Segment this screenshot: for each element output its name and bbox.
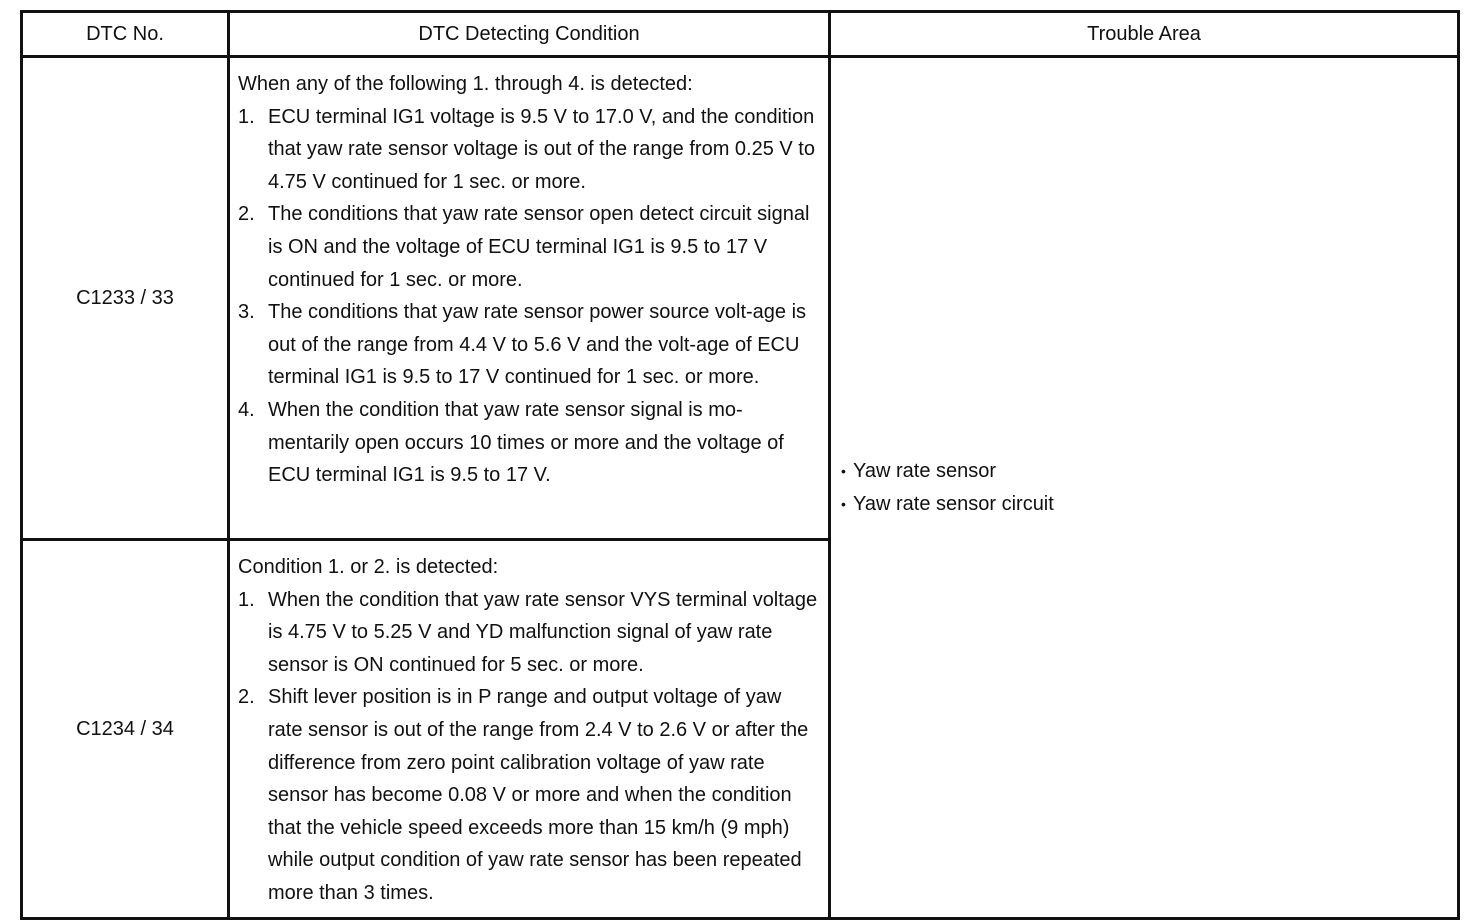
- header-detecting-condition: DTC Detecting Condition: [229, 12, 830, 57]
- detecting-condition-cell: [229, 57, 830, 540]
- condition-intro: Condition 1. or 2. is detected:: [238, 556, 499, 578]
- condition-text: Shift lever position is in P range and output voltage of yaw rate sensor is out of the range from 2.4 V to 2.6 V or after the difference from zero point calibration voltage of yaw rate sensor has become 0.08 V or more and when the condition that the vehicle speed exceeds more than 15 km/h (9 mph) while output condition of yaw rate sensor has been repeated more than 3 times.: [268, 686, 809, 904]
- condition-number: 1.: [238, 588, 255, 611]
- condition-item: [238, 296, 820, 394]
- dtc-code: C1233 / 33: [22, 57, 229, 540]
- condition-number: 4.: [238, 398, 255, 421]
- header-dtc-no: DTC No.: [22, 12, 229, 57]
- condition-item: [238, 681, 820, 909]
- trouble-area-item: [841, 488, 1457, 521]
- condition-text: ECU terminal IG1 voltage is 9.5 V to 17.0 V, and the condition that yaw rate sensor voltage is out of the range from 0.25 V to 4.75 V continued for 1 sec. or more.: [268, 105, 815, 193]
- condition-item: [238, 394, 820, 492]
- condition-item: [238, 584, 820, 682]
- header-row: [22, 12, 1459, 57]
- detecting-condition-cell: [229, 540, 830, 919]
- header-trouble-area: Trouble Area: [830, 12, 1459, 57]
- condition-list: [238, 101, 820, 492]
- trouble-area-list: [841, 455, 1457, 520]
- condition-text: The conditions that yaw rate sensor open detect circuit signal is ON and the voltage of ECU terminal IG1 is 9.5 to 17 V continued for 1 sec. or more.: [268, 203, 810, 291]
- condition-text: When the condition that yaw rate sensor VYS terminal voltage is 4.75 V to 5.25 V and YD malfunction signal of yaw rate sensor is ON continued for 5 sec. or more.: [268, 588, 818, 676]
- dtc-code: C1234 / 34: [22, 540, 229, 919]
- trouble-area-cell: [830, 57, 1459, 919]
- condition-item: [238, 198, 820, 296]
- trouble-area-text: Yaw rate sensor circuit: [853, 492, 1054, 515]
- condition-number: 1.: [238, 105, 255, 128]
- bullet-icon: •: [841, 462, 846, 479]
- condition-text: When the condition that yaw rate sensor signal is mo-mentarily open occurs 10 times or more and the voltage of ECU terminal IG1 is 9.5 to 17 V.: [268, 398, 784, 487]
- condition-item: [238, 101, 820, 199]
- condition-text: The conditions that yaw rate sensor power source volt-age is out of the range from 4.4 V to 5.6 V and the volt-age of ECU terminal IG1 is 9.5 to 17 V continued for 1 sec. or more.: [268, 301, 807, 389]
- condition-number: 2.: [238, 203, 255, 226]
- trouble-area-text: Yaw rate sensor: [853, 459, 997, 482]
- bullet-icon: •: [841, 495, 846, 512]
- condition-list: [238, 584, 820, 910]
- condition-number: 3.: [238, 301, 255, 324]
- table-row: [22, 57, 1459, 540]
- dtc-table: [20, 10, 1460, 920]
- condition-number: 2.: [238, 686, 255, 709]
- condition-intro: When any of the following 1. through 4. is detected:: [238, 73, 693, 95]
- trouble-area-item: [841, 455, 1457, 488]
